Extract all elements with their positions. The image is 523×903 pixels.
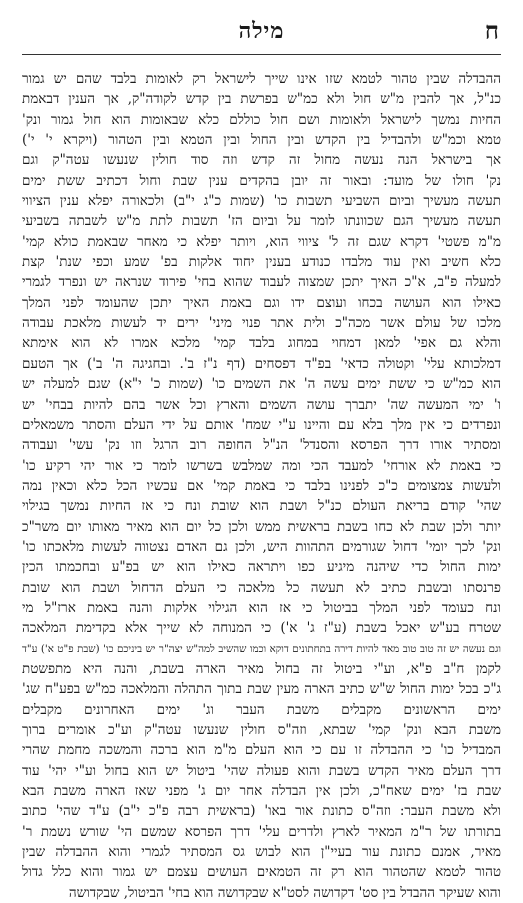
text-line: משבת הבא ונק' קמי' שבתא, וזה"ס חולין שנעשו עטה"ק וע"כ אומרים ברוך	[22, 722, 501, 738]
text-line: בתורתו של ר"מ המאיר לארץ ולדרים עלי' דרך הפרסא שמשם הי' שורש נשמת ר'	[22, 823, 501, 840]
text-line: יותר ולכן שבת לא כחו בשבת בראשית ממש ולכן כל יום הוא מאיר מאותו יום משר"כ	[22, 518, 501, 535]
text-line: הוא כמ"ש כי ששת ימים עשה ה' את השמים כו' (שמות כ' י"א) שגם למעלה יש	[22, 376, 501, 393]
text-line: ההבדלה שבין טהור לטמא שזו אינו שייך לישראל רק לאומות בלבד שהם יש גמור	[22, 71, 501, 87]
header-divider	[22, 54, 501, 55]
text-line: ונח כעומד לפני המלך בביטול כי אז הוא הגילוי אלקות והנה באמת ארז"ל מי	[22, 599, 501, 616]
text-line: כאילו הוא העושה בכחו ועוצם ידו וגם באמת האיך יתכן שהעומד לפני המלך	[22, 294, 501, 311]
text-line: מלכו של עולם אשר מכה"כ ולית אתר פנוי מיני' ירים יד לעשות מלאכת עבודה	[22, 315, 501, 332]
page-header	[22, 14, 501, 50]
text-line: שבת בז' ימים שאח"כ, ולכן אין הבדלה אחר יום ג' מפני שאז הארה משבת הבא	[22, 783, 501, 800]
body-text	[22, 69, 501, 903]
text-line: לקמן ח"ב פ"א, וע"י ביטול זה בחול מאיר הארה בשבת, והנה היא מתפשטת	[22, 660, 501, 677]
text-line: ג"כ בכל ימות החול ש"ש כתיב הארה מעין שבת בתוך התהלה והמלאכה כמ"ש בפע"ח שג'	[22, 681, 501, 698]
text-line: שהי' קודם בריאת העולם כנ"ל ושבת הוא שובת ונח כי אז החיות נמשך בגילוי	[22, 498, 501, 515]
text-line: ולא משבת העבר: וזה"ס כתונת אור באו' (בראשית רבה פ"כ י"ב) ע"ד שהי' כתוב	[22, 803, 501, 820]
text-line: תעשה מעשיך הגם שכוונתו לומר על וביום הז' תשבות לתת מ"ש לשבתה בשביעי	[22, 213, 501, 230]
text-line: ימים הראשונים מקבלים משבת העבר וג' ימים האחרונים מקבלים	[22, 701, 501, 718]
text-line: כלא חשיב ואין עוד מלבדו כנודע בענין יחוד אלקות בפ' שמע וכפי שנת' קצת	[22, 254, 501, 271]
text-line: טמא וכמ"ש ולהבדיל בין הקדש ובין החול ובין הטמא ובין הטהור (ויקרא י' י')	[22, 132, 501, 149]
running-title: מילה	[238, 18, 285, 44]
text-line: מאיר, אמנם כתונת עור בעיי"ן הוא לבוש גס המסתיר לגמרי והוא ההבדלה שבין	[22, 844, 501, 861]
text-line: ונפרדים כי אין מלך בלא עם והיינו ע"י שמח' אותם על ידי העלם והסתר משמאלים	[22, 416, 501, 433]
text-line: כנ"ל, אך להבין מ"ש חול ולא כמ"ש בפרשת בין קדש לקודה"ק, אך הענין דבאמת	[22, 91, 501, 108]
text-line: פרנסתו ובשבת כתיב לא תעשה כל מלאכה כי העלם הדחול ושבת הוא שובת	[22, 579, 501, 596]
text-line: ולעשות צמצומים כ"כ לפנינו בלבד כי באמת קמי' אם עכשיו הכל כלא וכאין נמה	[22, 477, 501, 494]
text-line: ימות החול כדי שיהנה מיגיע כפו ויתראה כאילו הוא יש בפ"ע ובחכמתו הכין	[22, 559, 501, 576]
text-line: כי באמת לא אורחי' למעבד הכי ומה שמלבש בשרשו לומר כי אור יהי רקיע כו'	[22, 457, 501, 474]
text-line: שטרח בע"ש יאכל בשבת (ע"ז ג' א') כי המנוחה לא שייך אלא בקדימת המלאכה	[22, 620, 501, 637]
text-line: אך בישראל הנה נעשה מחול זה קדש וזה סוד חולין שנעשו עטה"ק וגם	[22, 152, 501, 169]
text-line: ומסתיר אורו דרך הפרסא והסנדל' הנ"ל החופה רוב הרגל וזו נק' עשי' ועבודה	[22, 437, 501, 454]
text-line: ונק' לכך יומי' דחול שגורמים התהוות היש, ולכן גם האדם נצטווה לעשות מלאכתו כו'	[22, 538, 501, 555]
text-line: החיות נמשך לישראל ולאומות ושם חול כוללם כלא שבאומות הוא חול גמור ונק'	[22, 111, 501, 128]
text-line: למעלה פ"ב, א"כ האיך יתכן שמצוה לעבוד שהוא בחי' פירוד שנראה יש ונפרד לגמרי	[22, 274, 501, 291]
text-line: ו' ימי המעשה שה' יתברך עושה השמים והארץ וכל אשר בהם להיות בבחי' יש	[22, 396, 501, 413]
text-line: דרך העלם מאיר הקדש בשבת והוא פעולה שהי' ביטול יש הוא בחול וע"י יהי' עוד	[22, 762, 501, 779]
text-line: והוא שעיקר ההבדל בין סט' דקדושה לסט"א שבקדושה הוא בחי' הביטול, שבקדושה	[68, 884, 501, 901]
text-line: והלא גם אפי' למאן דמחוי במחוג בלבד קמי' מלכא אמרו לא הוא אימתא	[22, 335, 501, 352]
text-line: דמלכותא עלי' וקטולה כדאי' בפ"ד דפסחים (דף נ"ז ב'. ובחגיגה ה' ב') אך הטעם	[22, 355, 501, 372]
text-line: טהור לטמא שהטהור הוא רק זה הטמאים העושים עצמם יש גמור והוא כלל גדול	[22, 864, 501, 881]
text-line: נק' חולו של מועד: ובאור זה יובן בהקדים ענין שבת וחול דכתיב ששת ימים	[22, 172, 501, 189]
text-line: מ"מ פשטי' דקרא שגם זה ל' ציווי הוא, ויותר יפלא כי מאחר שבאמת כולא קמי'	[22, 233, 501, 250]
page-number: ח	[484, 16, 499, 45]
text-line: וגם נעשה יש זה טוב טוב מאד להיות דירה בתחתונים דוקא וכמו שהשיב למה"ש יצה"ר יש ביניכם כו' (שבת פ"ט א') ע"ד	[22, 642, 501, 655]
text-line: המבדיל כו' כי ההבדלה זו עם כי הוא העלם מ"מ הוא ברכה והמשכה מחמת שהרי	[22, 742, 501, 759]
text-line: תעשה מעשיך וביום השביעי תשבות כו' (שמות כ"ג י"ב) ולכאורה יפלא ענין הציווי	[22, 193, 501, 210]
